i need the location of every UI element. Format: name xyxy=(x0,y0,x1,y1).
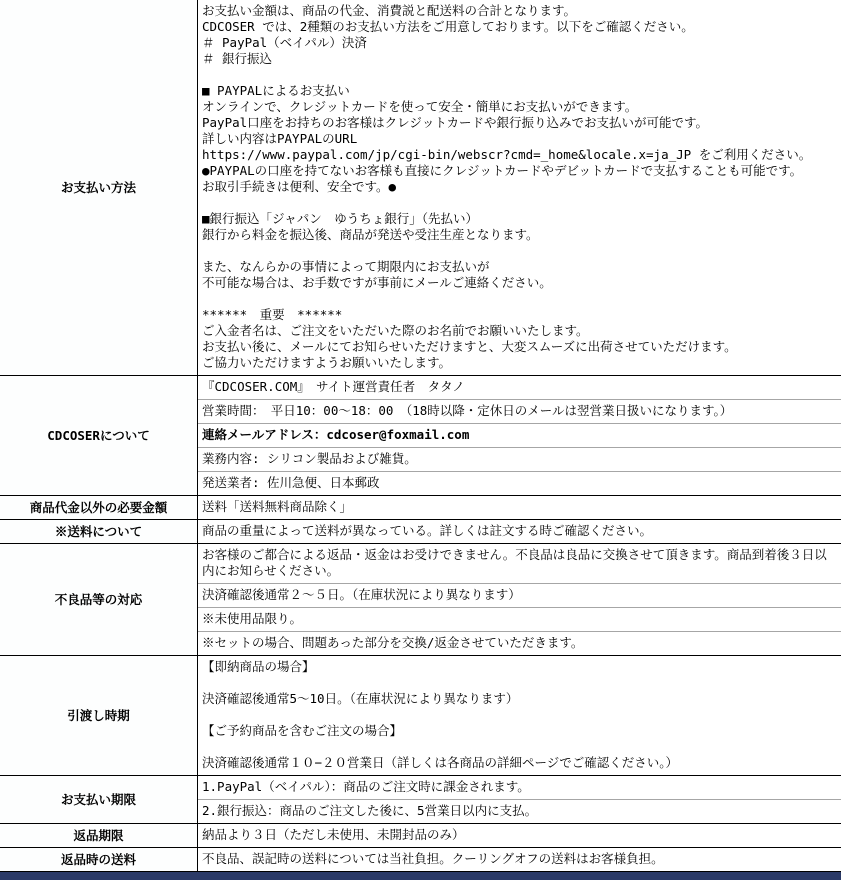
row-about-cdcoser xyxy=(0,375,841,495)
content-block xyxy=(198,520,841,543)
text-line: 【ご予約商品を含むご注文の場合】 xyxy=(202,723,403,738)
row-content-about-cdcoser xyxy=(197,376,841,495)
row-content-payment-deadline xyxy=(197,776,841,823)
row-defective-items xyxy=(0,543,841,655)
text-line: ご入金者名は、ご注文をいただいた際のお名前でお願いいたします。 xyxy=(202,323,589,338)
row-content-shipping-fee xyxy=(197,520,841,543)
row-content-extra-fees xyxy=(197,496,841,519)
content-block xyxy=(198,544,841,583)
text-line: 詳しい内容はPAYPALのURL xyxy=(202,131,358,146)
text-line xyxy=(202,707,837,723)
text-line: 決済確認後通常１０−２０営業日（詳しくは各商品の詳細ページでご確認ください。） xyxy=(202,755,679,770)
text-line: 【即納商品の場合】 xyxy=(202,659,315,674)
content-block xyxy=(198,824,841,847)
row-return-deadline xyxy=(0,823,841,847)
text-line: ■銀行振込「ジャパン ゆうちょ銀行」（先払い） xyxy=(202,211,479,226)
text-line: 不良品、誤記時の送料については当社負担。クーリングオフの送料はお客様負担。 xyxy=(202,851,664,866)
text-line: 決済確認後通常２〜５日。（在庫状況により異なります） xyxy=(202,587,521,602)
text-line xyxy=(202,243,837,259)
row-content-return-deadline xyxy=(197,824,841,847)
row-payment-deadline xyxy=(0,775,841,823)
row-delivery-time xyxy=(0,655,841,775)
text-line: 銀行から料金を振込後、商品が発送や受注生産となります。 xyxy=(202,227,539,242)
text-line: また、なんらかの事情によって期限内にお支払いが xyxy=(202,259,490,274)
text-line: ＃ PayPal（ベイパル）決済 xyxy=(202,35,367,50)
row-header-about-cdcoser: CDCOSERについて xyxy=(0,376,197,495)
text-line: 不可能な場合は、お手数ですが事前にメールご連絡ください。 xyxy=(202,275,552,290)
text-line: お取引手続きは便利、安全です。● xyxy=(202,179,397,194)
content-block xyxy=(198,447,841,471)
content-block xyxy=(198,471,841,495)
text-line: 発送業者: 佐川急便、日本郵政 xyxy=(202,475,380,490)
footer-bar xyxy=(0,872,841,880)
row-header-payment-method: お支払い方法 xyxy=(0,0,197,375)
row-content-delivery-time xyxy=(197,656,841,775)
text-line: PayPal口座をお持ちのお客様はクレジットカードや銀行振り込みでお支払いが可能です。 xyxy=(202,115,708,130)
content-block xyxy=(198,656,841,775)
text-line xyxy=(202,675,837,691)
content-block xyxy=(198,376,841,399)
content-block xyxy=(198,776,841,799)
text-line: お客様のご都合による返品・返金はお受けできません。不良品は良品に交換させて頂きます。商品到着後３日以内にお知らせください。 xyxy=(202,547,827,578)
row-header-extra-fees: 商品代金以外の必要金額 xyxy=(0,496,197,519)
text-line xyxy=(202,67,837,83)
content-block xyxy=(198,399,841,423)
row-payment-method xyxy=(0,0,841,375)
row-return-shipping xyxy=(0,847,841,871)
content-block xyxy=(198,799,841,823)
url-text: https://www.paypal.com/jp/cgi-bin/webscr?cmd=_home&locale.x=ja_JP をご利用ください。 xyxy=(202,147,812,162)
text-line: 2.銀行振込：商品のご注文した後に、5営業日以内に支払。 xyxy=(202,803,538,818)
content-block xyxy=(198,631,841,655)
text-line: 商品の重量によって送料が異なっている。詳しくは註文する時ご確認ください。 xyxy=(202,523,653,538)
text-line xyxy=(202,291,837,307)
text-line: 業務内容: シリコン製品および雑貨。 xyxy=(202,451,417,466)
row-header-return-shipping: 返品時の送料 xyxy=(0,848,197,871)
content-block xyxy=(198,423,841,447)
text-line: オンラインで、クレジットカードを使って安全・簡単にお支払いができます。 xyxy=(202,99,638,114)
row-header-return-deadline: 返品期限 xyxy=(0,824,197,847)
text-line: ****** 重要 ****** xyxy=(202,307,343,322)
content-block xyxy=(198,0,841,375)
text-line: 1.PayPal（ベイパル）：商品のご注文時に課金されます。 xyxy=(202,779,530,794)
text-line xyxy=(202,739,837,755)
text-line: ＃ 銀行振込 xyxy=(202,51,273,66)
text-line: ご協力いただけますようお願いいたします。 xyxy=(202,355,452,370)
row-header-delivery-time: 引渡し時期 xyxy=(0,656,197,775)
text-line: お支払い金額は、商品の代金、消費説と配送料の合計となります。 xyxy=(202,3,577,18)
text-line xyxy=(202,195,837,211)
text-line: ※未使用品限り。 xyxy=(202,611,303,626)
content-block xyxy=(198,607,841,631)
text-line: 送料「送料無料商品除く」 xyxy=(202,499,353,514)
content-block xyxy=(198,496,841,519)
text-line: ●PAYPALの口座を持てないお客様も直接にクレジットカードやデビットカードで支払することも可能です。 xyxy=(202,163,803,178)
text-line: 営業時間： 平日10：00〜18：00 （18時以降・定休日のメールは翌営業日扱いになります。） xyxy=(202,403,733,418)
row-extra-fees xyxy=(0,495,841,519)
text-line: ※セットの場合、問題あった部分を交換/返金させていただきます。 xyxy=(202,635,584,650)
text-line: 決済確認後通常5〜10日。（在庫状況により異なります） xyxy=(202,691,519,706)
text-line: 『CDCOSER.COM』 サイト運営責任者 タタノ xyxy=(202,379,465,394)
row-content-defective-items xyxy=(197,544,841,655)
row-header-payment-deadline: お支払い期限 xyxy=(0,776,197,823)
text-line: CDCOSER では、2種類のお支払い方法をご用意しております。以下をご確認ください。 xyxy=(202,19,694,34)
text-line: 納品より３日（ただし未使用、未開封品のみ） xyxy=(202,827,465,842)
text-line: ■ PAYPALによるお支払い xyxy=(202,83,350,98)
row-content-payment-method xyxy=(197,0,841,375)
text-line: お支払い後に、メールにてお知らせいただけますと、大変スムーズに出荷させていただけます。 xyxy=(202,339,737,354)
row-header-shipping-fee: ※送料について xyxy=(0,520,197,543)
email-text: 連絡メールアドレス：cdcoser@foxmail.com xyxy=(202,427,470,442)
row-shipping-fee xyxy=(0,519,841,543)
row-header-defective-items: 不良品等の対応 xyxy=(0,544,197,655)
content-block xyxy=(198,583,841,607)
